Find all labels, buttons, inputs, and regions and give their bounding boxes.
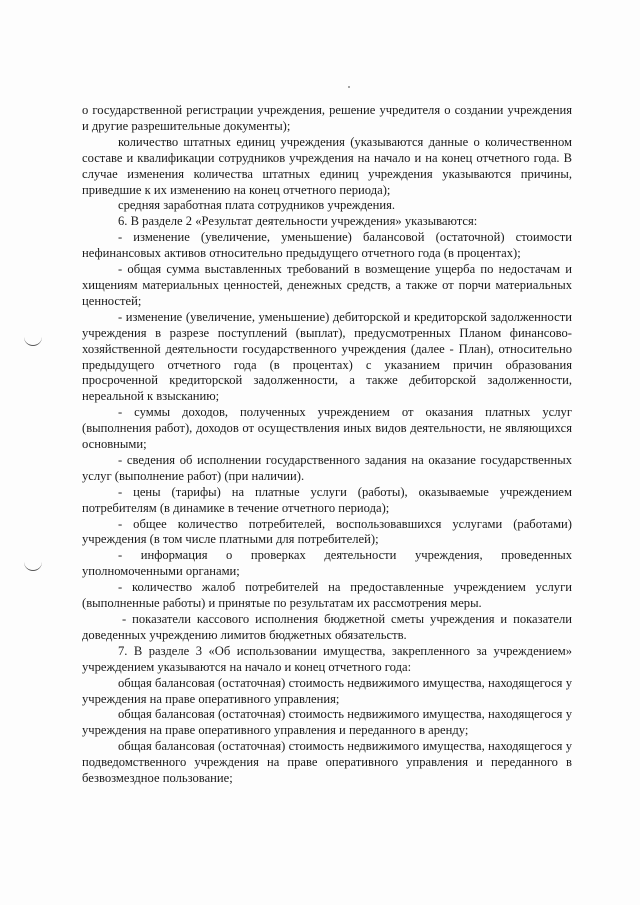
- list-item: - показатели кассового исполнения бюджетной сметы учреждения и показатели доведенных учреждению лимитов бюджетных обязательств.: [82, 612, 572, 642]
- paragraph: о государственной регистрации учреждения, решение учредителя о создании учреждения и другие разрешительные документы);: [82, 103, 572, 133]
- list-item: - суммы доходов, полученных учреждением от оказания платных услуг (выполнения работ), доходов от осуществления иных видов деятельности, не являющихся основными;: [82, 405, 572, 452]
- list-item: - общая сумма выставленных требований в возмещение ущерба по недостачам и хищениям материальных ценностей, денежных средств, а также от порчи материальных ценностей;: [82, 262, 572, 308]
- paragraph: средняя заработная плата сотрудников учреждения.: [118, 198, 396, 213]
- list-item: - информация о проверках деятельности учреждения, проведенных уполномоченными органами;: [82, 548, 572, 579]
- section-heading: 6. В разделе 2 «Результат деятельности учреждения» указываются:: [118, 214, 478, 229]
- list-item: - общее количество потребителей, воспользовавшихся услугами (работами) учреждения (в том числе платными для потребителей);: [82, 516, 572, 547]
- section-heading: 7. В разделе 3 «Об использовании имущества, закрепленного за учреждением» учреждением указываются на начало и конец отчетного года:: [82, 643, 572, 674]
- list-item: - сведения об исполнении государственного задания на оказание государственных услуг (выполнение работ) (при наличии).: [82, 452, 572, 483]
- list-item: - количество жалоб потребителей на предоставленные учреждением услуги (выполненные работы) и принятые по результатам их рассмотрения меры.: [82, 580, 572, 611]
- document-body: [82, 103, 572, 787]
- list-item: - изменение (увеличение, уменьшение) балансовой (остаточной) стоимости нефинансовых активов относительно предыдущего отчетного года (в процентах);: [82, 230, 572, 261]
- list-item: - изменение (увеличение, уменьшение) дебиторской и кредиторской задолженности учреждения в разрезе поступлений (выплат), предусмотренных Планом финансово-хозяйственной деятельности государственного учреждения (далее - План), относительно предыдущего отчетного года (в процентах) с указанием причин образования просроченной кредиторской задолженности, а также дебиторской задолженности, нереальной к взысканию;: [82, 309, 572, 404]
- paragraph: общая балансовая (остаточная) стоимость недвижимого имущества, находящегося у учреждения на праве оперативного управления и переданного в аренду;: [82, 707, 572, 738]
- paragraph: количество штатных единиц учреждения (указываются данные о количественном составе и квалификации сотрудников учреждения на начало и на конец отчетного года. В случае изменения количества штатных единиц учреждения указываются причины, приведшие к их изменению на конец отчетного периода);: [82, 134, 572, 197]
- paragraph: общая балансовая (остаточная) стоимость недвижимого имущества, находящегося у учреждения на праве оперативного управления;: [82, 675, 572, 706]
- paragraph: общая балансовая (остаточная) стоимость недвижимого имущества, находящегося у подведомственного учреждения на праве оперативного управления и переданного в безвозмездное пользование;: [82, 739, 572, 786]
- list-item: - цены (тарифы) на платные услуги (работы), оказываемые учреждением потребителям (в динамике в течение отчетного периода);: [82, 484, 572, 515]
- scan-speck: [348, 86, 350, 88]
- binding-hole-mark: [24, 562, 42, 571]
- binding-hole-mark: [24, 337, 42, 346]
